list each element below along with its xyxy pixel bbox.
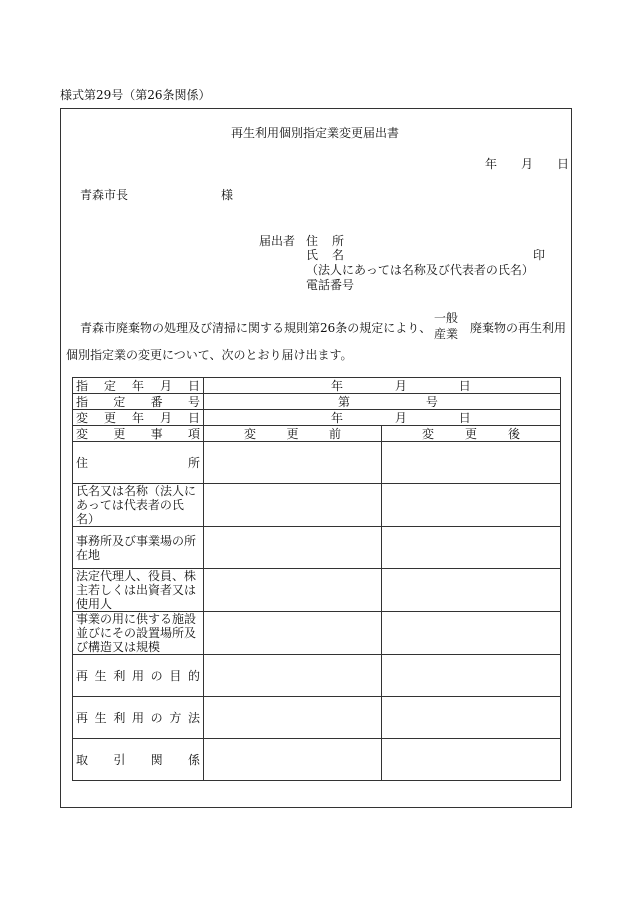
header-item: 変更事項 (73, 426, 204, 442)
table-row (73, 739, 561, 781)
item-label: 氏名又は名称（法人にあっては代表者の氏名） (73, 484, 204, 527)
item-label: 住所 (73, 442, 204, 484)
after-cell[interactable] (382, 484, 561, 527)
body-text-1: 青森市廃棄物の処理及び清掃に関する規則第26条の規定により、 (80, 321, 432, 335)
after-cell[interactable] (382, 612, 561, 655)
after-cell[interactable] (382, 655, 561, 697)
table-row (73, 527, 561, 569)
before-cell[interactable] (204, 484, 382, 527)
day-label: 日 (557, 157, 570, 171)
item-label: 事業の用に供する施設並びにその設置場所及び構造又は規模 (73, 612, 204, 655)
before-cell[interactable] (204, 697, 382, 739)
table-row (73, 484, 561, 527)
applicant-note: （法人にあっては名称及び代表者の氏名） (306, 263, 534, 277)
change-table (72, 377, 561, 781)
header-before: 変更前 (244, 426, 341, 441)
before-cell[interactable] (204, 527, 382, 569)
option-general: 一般 (434, 311, 459, 325)
item-label: 事務所及び事業場の所在地 (73, 527, 204, 569)
designation-date-row (73, 378, 561, 394)
honorific: 様 (221, 188, 234, 202)
table-row (73, 655, 561, 697)
applicant-address-label: 住所 (306, 234, 359, 248)
table-row (73, 569, 561, 612)
seal-mark: 印 (533, 248, 546, 262)
applicant-phone-label: 電話番号 (306, 278, 355, 292)
after-cell[interactable] (382, 527, 561, 569)
designation-number-row (73, 394, 561, 410)
designation-date-value[interactable]: 年 月 日 (204, 378, 561, 394)
item-label: 再生利用の方法 (73, 697, 204, 739)
header-after: 変更後 (422, 426, 521, 441)
before-cell[interactable] (204, 569, 382, 612)
body-text-3: 個別指定業の変更について、次のとおり届け出ます。 (66, 348, 353, 362)
table-row (73, 442, 561, 484)
option-industrial: 産業 (434, 327, 459, 341)
item-label: 法定代理人、役員、株主若しくは出資者又は使用人 (73, 569, 204, 612)
after-cell[interactable] (382, 569, 561, 612)
addressee: 青森市長 (80, 188, 129, 202)
change-date-value[interactable]: 年 月 日 (204, 410, 561, 426)
before-cell[interactable] (204, 739, 382, 781)
before-cell[interactable] (204, 442, 382, 484)
header-row (73, 426, 561, 442)
month-label: 月 (521, 157, 534, 171)
after-cell[interactable] (382, 697, 561, 739)
table-row (73, 612, 561, 655)
year-label: 年 (485, 157, 498, 171)
after-cell[interactable] (382, 739, 561, 781)
form-number: 様式第29号（第26条関係） (60, 88, 211, 102)
before-cell[interactable] (204, 612, 382, 655)
designation-number-value[interactable]: 第 号 (204, 394, 561, 410)
document-title: 再生利用個別指定業変更届出書 (230, 126, 399, 140)
table-row (73, 697, 561, 739)
designation-number-label: 指定番号 (73, 394, 204, 410)
change-date-row (73, 410, 561, 426)
item-label: 取引関係 (73, 739, 204, 781)
designation-date-label: 指定年月日 (73, 378, 204, 394)
before-cell[interactable] (204, 655, 382, 697)
body-text-2: 廃棄物の再生利用 (470, 321, 567, 335)
item-label: 再生利用の目的 (73, 655, 204, 697)
after-cell[interactable] (382, 442, 561, 484)
change-date-label: 変更年月日 (73, 410, 204, 426)
applicant-name-label: 氏名 (306, 248, 359, 262)
applicant-label: 届出者 (259, 234, 296, 248)
